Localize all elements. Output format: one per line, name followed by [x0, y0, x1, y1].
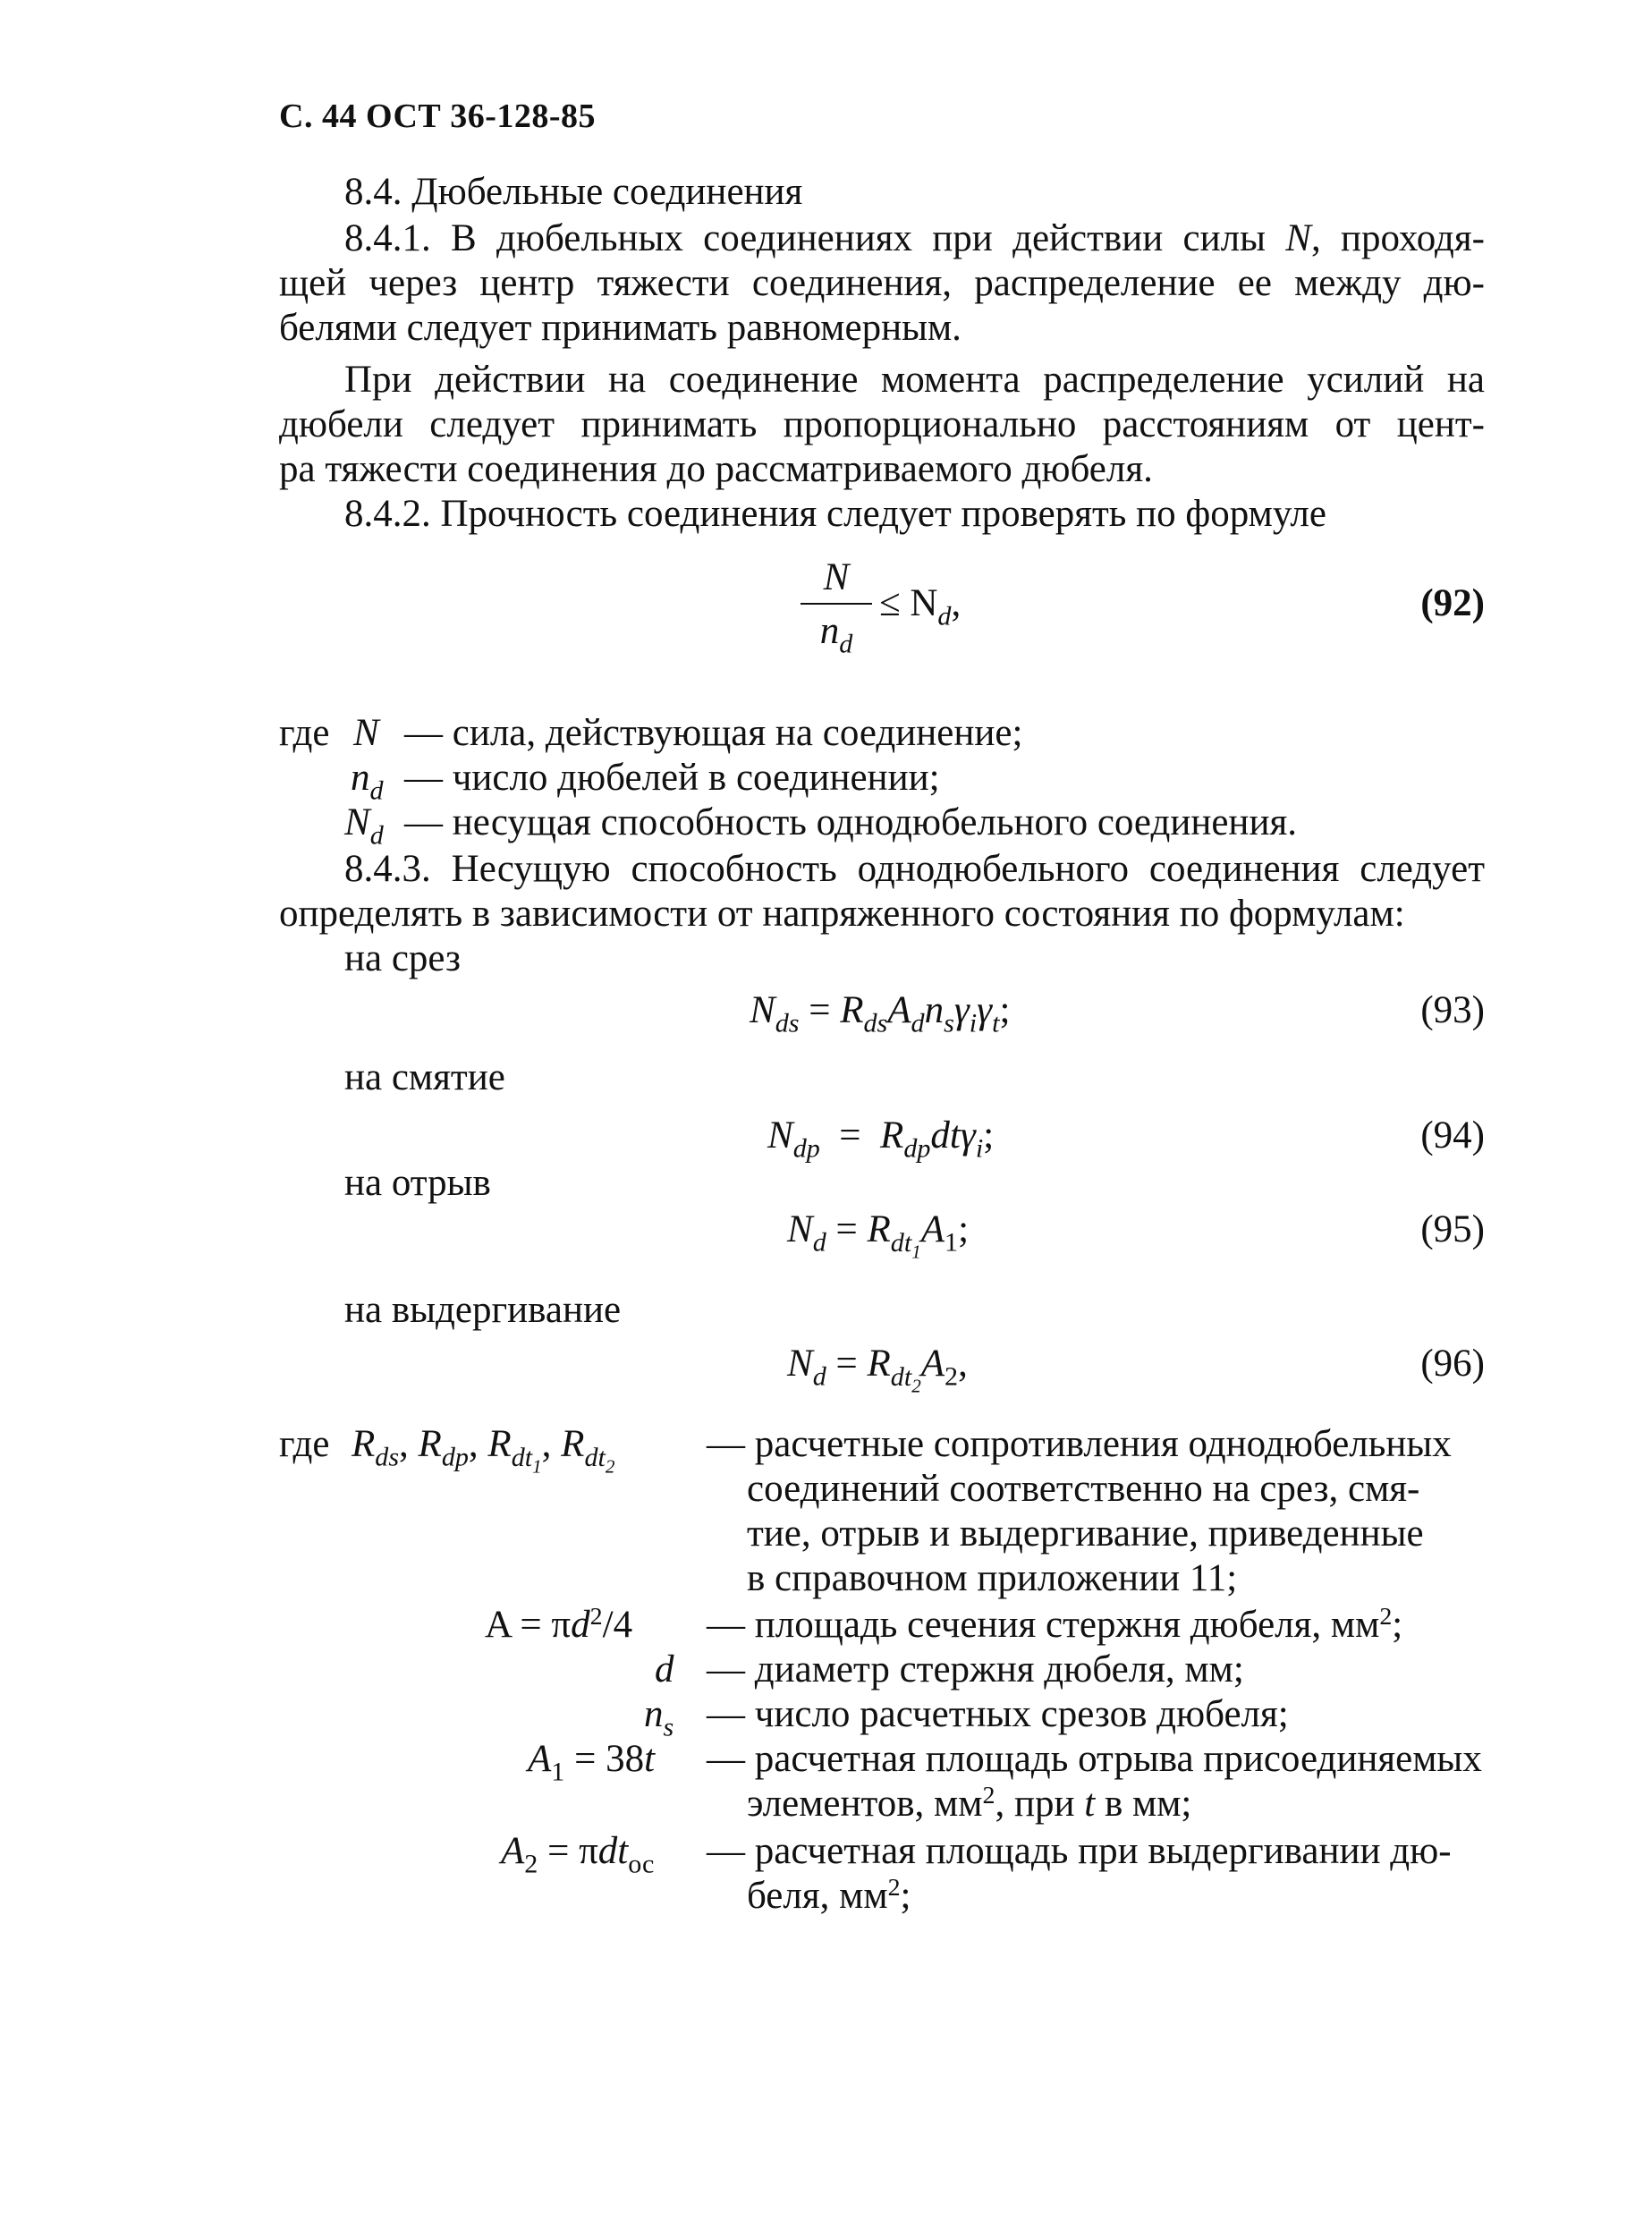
- formula-93: $N_{ds} = R_{ds}A_dn_s\gamma_i\gamma_t$;: [750, 989, 1011, 1038]
- equation-number-94: (94): [1420, 1114, 1485, 1157]
- case-bearing-label: на смятие: [344, 1056, 505, 1098]
- equation-number-96: (96): [1420, 1343, 1485, 1385]
- pmoment-line-3: ра тяжести соединения до рассматриваемого дюбеля.: [279, 448, 1153, 490]
- where-92-text-Nd: — несущая способность однодюбельного соединения.: [404, 801, 1297, 843]
- where-96-text-A2-1: — расчетная площадь при выдергивании дю-: [707, 1830, 1452, 1872]
- where-96-text-ns: — число расчетных срезов дюбеля;: [707, 1693, 1289, 1735]
- where-96-sym-A1: $A_1 = 38t$: [528, 1738, 656, 1787]
- formula-94: $N_{dp} = R_{dp}dt\gamma_i$;: [767, 1114, 995, 1164]
- where-92-sym-Nd: $N_d$: [344, 801, 384, 851]
- formula-92-numerator: N: [823, 556, 850, 598]
- where-96-sym-d: d: [655, 1648, 674, 1690]
- p841-line-1: 8.4.1. В дюбельных соединениях при действии силы N, проходя-: [344, 217, 1485, 259]
- p842: 8.4.2. Прочность соединения следует проверять по формуле: [344, 493, 1326, 535]
- where-96-text-R-2: соединений соответственно на срез, смя-: [747, 1468, 1420, 1510]
- where-92-sym-nd: $n_d$: [351, 757, 384, 806]
- case-tear-label: на отрыв: [344, 1162, 491, 1204]
- p841-line-2: щей через центр тяжести соединения, распределение ее между дю-: [279, 262, 1485, 304]
- where-96-text-A1-1: — расчетная площадь отрыва присоединяемых: [707, 1738, 1482, 1780]
- formula-92-denominator: $n_d$: [819, 610, 853, 659]
- formula-92-rhs: ≤ $N_d$,: [879, 582, 962, 631]
- where-96-sym-R: $R_{ds}$, $R_{dp}$, $R_{dt_1}$, $R_{dt_2}$: [352, 1423, 615, 1477]
- case-pullout-label: на выдергивание: [344, 1289, 622, 1331]
- where-92-sym-N: N: [353, 712, 379, 754]
- where-96-text-R-4: в справочном приложении 11;: [747, 1557, 1238, 1599]
- formula-96: $N_d = R_{dt_2}A_2$,: [787, 1343, 968, 1396]
- pmoment-line-1: При действии на соединение момента распределение усилий на: [344, 359, 1485, 401]
- where-96-text-R-3: тие, отрыв и выдергивание, приведенные: [747, 1513, 1424, 1555]
- where-92-text-N: — сила, действующая на соединение;: [404, 712, 1023, 754]
- fraction-bar: [801, 603, 872, 605]
- where-96-text-A: — площадь сечения стержня дюбеля, $мм^2$;: [707, 1603, 1403, 1646]
- p841-line-3: белями следует принимать равномерным.: [279, 307, 962, 349]
- where-96-sym-A: $A = \pi d^2/4$: [485, 1603, 633, 1646]
- where-96-text-d: — диаметр стержня дюбеля, мм;: [707, 1648, 1244, 1690]
- case-shear-label: на срез: [344, 937, 462, 979]
- p843-line-1: 8.4.3. Несущую способность однодюбельного соединения следует: [344, 848, 1485, 890]
- equation-number-93: (93): [1420, 989, 1485, 1031]
- where-96-sym-ns: $n_s$: [644, 1693, 674, 1742]
- where-96-text-R-1: — расчетные сопротивления однодюбельных: [707, 1423, 1452, 1465]
- where-96-lead: где: [279, 1423, 330, 1465]
- formula-92-fraction: [801, 555, 872, 659]
- equation-number-95: (95): [1420, 1208, 1485, 1250]
- where-96-text-A1-2: элементов, $мм^2$, при t в мм;: [747, 1782, 1192, 1825]
- where-92-text-nd: — число дюбелей в соединении;: [404, 757, 940, 799]
- where-96-text-A2-2: беля, $мм^2$;: [747, 1874, 911, 1917]
- where-92-lead: где: [279, 712, 330, 754]
- p843-line-2: определять в зависимости от напряженного состояния по формулам:: [279, 893, 1405, 935]
- page-header: С. 44 ОСТ 36-128-85: [279, 97, 597, 135]
- section-title: 8.4. Дюбельные соединения: [344, 171, 803, 213]
- equation-number-92: (92): [1420, 582, 1485, 624]
- pmoment-line-2: дюбели следует принимать пропорционально расстояниям от цент-: [279, 403, 1485, 445]
- formula-95: $N_d = R_{dt_1}A_1$;: [787, 1208, 970, 1262]
- where-96-sym-A2: $A_2 = \pi dt_{ос}$: [501, 1830, 655, 1879]
